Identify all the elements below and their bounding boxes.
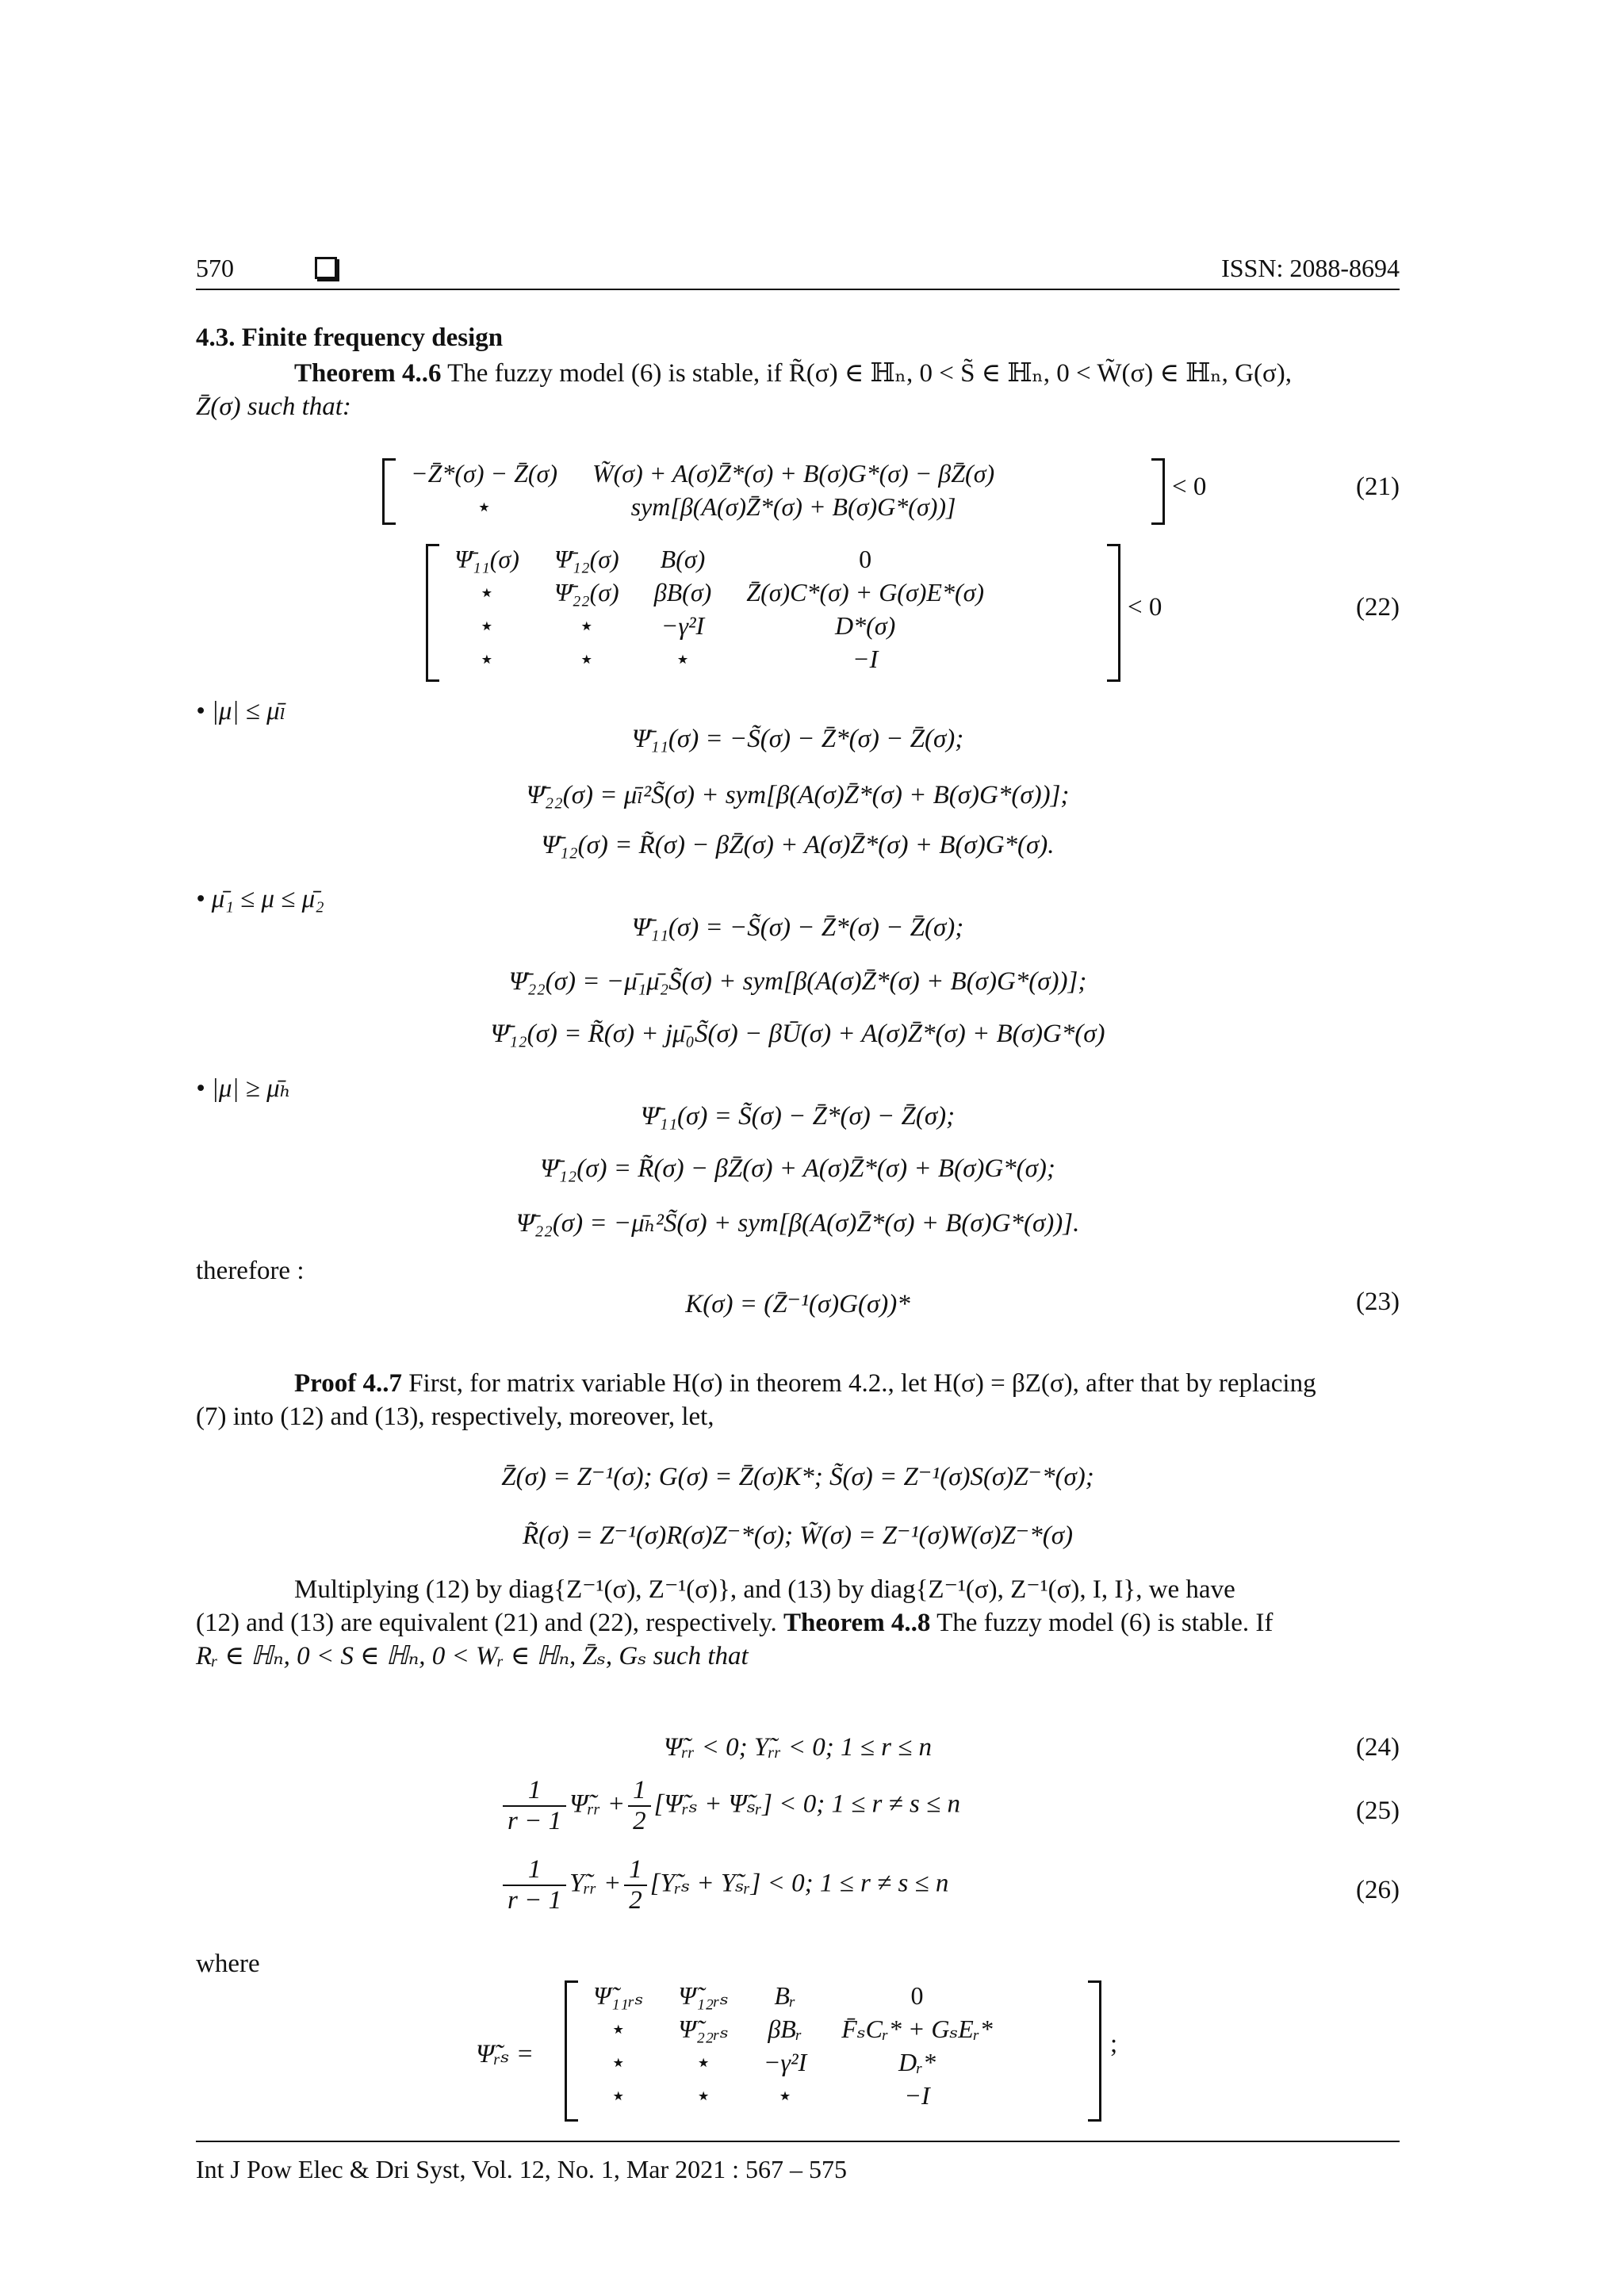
- cell: D*(σ): [835, 610, 896, 640]
- cell: βBᵣ: [768, 2014, 802, 2043]
- cell: −γ²I: [661, 610, 705, 640]
- equation-line: Ψ̄₂₂(σ) = μ̄ₗ²S̃(σ) + sym[β(A(σ)Z̄*(σ) + B(σ)G*(σ))];: [526, 781, 1070, 809]
- equation-line: Ψ̄₂₂(σ) = −μ̄ₕ²S̃(σ) + sym[β(A(σ)Z̄*(σ) + B(σ)G*(σ))].: [515, 1209, 1080, 1238]
- equation-23: K(σ) = (Z̄⁻¹(σ)G(σ))*: [685, 1290, 910, 1318]
- matrix-22: [437, 542, 1002, 675]
- numerator: 1: [624, 1855, 647, 1886]
- cell: ⋆: [610, 2048, 626, 2076]
- cell: ⋆: [695, 2048, 712, 2076]
- theorem-text: The fuzzy model (6) is stable, if R̃(σ) ∈ ℍₙ, 0 < S̃ ∈ ℍₙ, 0 < W̃(σ) ∈ ℍₙ, G(σ),: [441, 359, 1292, 388]
- equation-line: Ψ̄₁₂(σ) = R̃(σ) − βZ̄(σ) + A(σ)Z̄*(σ) + B(σ)G*(σ).: [541, 831, 1055, 859]
- proof-text: First, for matrix variable H(σ) in theorem 4.2., let H(σ) = βZ(σ), after that by replacing: [401, 1369, 1316, 1398]
- bracket-right: [1151, 458, 1165, 525]
- paragraph-multiplying: [196, 1573, 1400, 1673]
- term: [Ψ̃ᵣₛ + Ψ̃ₛᵣ] < 0; 1 ≤ r ≠ s ≤ n: [653, 1789, 960, 1819]
- psi-lhs: Ψ̃ᵣₛ =: [476, 2040, 534, 2068]
- equation-number: (24): [1356, 1733, 1400, 1762]
- page-number: 570: [196, 254, 234, 282]
- para-line-2c: The fuzzy model (6) is stable. If: [930, 1609, 1274, 1637]
- bracket-right: [1088, 1980, 1101, 2122]
- equation-line: Ψ̄₁₁(σ) = −S̃(σ) − Z̄*(σ) − Z̄(σ);: [631, 913, 964, 942]
- cell: Ψ̄₂₂(σ): [553, 577, 619, 607]
- matrix-21: [393, 457, 1012, 523]
- cell: F̄ₛCᵣ* + GₛEᵣ*: [841, 2015, 993, 2043]
- cell: βB(σ): [653, 577, 712, 607]
- cell: Ψ̃₁₂ᵣₛ: [678, 1981, 729, 2010]
- cell: Ψ̄₁₁(σ): [454, 544, 519, 573]
- cell: −γ²I: [763, 2047, 807, 2076]
- issn: ISSN: 2088-8694: [1221, 254, 1400, 282]
- cell: 0: [859, 544, 872, 573]
- equation-line: Ψ̄₁₂(σ) = R̃(σ) − βZ̄(σ) + A(σ)Z̄*(σ) + B(σ)G*(σ);: [540, 1154, 1055, 1183]
- cell: ⋆: [695, 2081, 712, 2110]
- fraction: [624, 1855, 647, 1915]
- cell: ⋆: [674, 645, 691, 673]
- section-heading: 4.3. Finite frequency design: [196, 323, 504, 352]
- fraction: [503, 1855, 566, 1915]
- denominator: r − 1: [508, 1807, 562, 1835]
- cell: Z̄(σ)C*(σ) + G(σ)E*(σ): [746, 577, 985, 607]
- term: [Υ̃ᵣₛ + Υ̃ₛᵣ] < 0; 1 ≤ r ≠ s ≤ n: [649, 1869, 949, 1898]
- term: Ψ̃ᵣᵣ +: [569, 1789, 626, 1819]
- fraction: [628, 1776, 651, 1836]
- header-rule: [196, 289, 1400, 290]
- numerator: 1: [628, 1776, 651, 1807]
- cell: ⋆: [478, 578, 495, 607]
- theorem-label: Theorem 4..8: [783, 1609, 931, 1637]
- theorem-label: Theorem 4..6: [294, 359, 442, 388]
- square-icon: [315, 257, 337, 279]
- term: Υ̃ᵣᵣ +: [569, 1869, 622, 1898]
- equation-line: Ψ̄₁₂(σ) = R̃(σ) + jμ̄₀S̃(σ) − βŪ(σ) + A(σ)Z̄*(σ) + B(σ)G*(σ): [490, 1020, 1105, 1048]
- substitution-line: Z̄(σ) = Z⁻¹(σ); G(σ) = Z̄(σ)K*; S̃(σ) = Z⁻¹(σ)S(σ)Z⁻*(σ);: [501, 1463, 1094, 1491]
- cell: 0: [910, 1980, 924, 2010]
- case-bullet: • μ̄₁ ≤ μ ≤ μ̄₂: [196, 885, 324, 913]
- para-line-1: Multiplying (12) by diag{Z⁻¹(σ), Z⁻¹(σ)}, and (13) by diag{Z⁻¹(σ), Z⁻¹(σ), I, I}, we have: [294, 1575, 1235, 1604]
- equation-line: Ψ̄₂₂(σ) = −μ̄₁μ̄₂S̃(σ) + sym[β(A(σ)Z̄*(σ) + B(σ)G*(σ))];: [508, 967, 1087, 996]
- denominator: 2: [633, 1807, 646, 1835]
- inequality-sign: < 0: [1172, 473, 1207, 501]
- cell: −I: [852, 644, 879, 673]
- cell: Ψ̃₂₂ᵣₛ: [678, 2015, 729, 2043]
- theorem-text-2: Z̄(σ) such that:: [196, 392, 351, 421]
- cell: ⋆: [478, 611, 495, 640]
- cell: ⋆: [578, 645, 595, 673]
- case-bullet: • |μ| ≤ μ̄ₗ: [196, 697, 286, 725]
- cell: Bᵣ: [774, 1980, 796, 2010]
- cell: ⋆: [610, 2015, 626, 2043]
- numerator: 1: [503, 1855, 566, 1886]
- cell: Dᵣ*: [898, 2047, 936, 2076]
- fraction: [503, 1776, 566, 1836]
- page-header: [196, 254, 1400, 285]
- substitution-line: R̃(σ) = Z⁻¹(σ)R(σ)Z⁻*(σ); W̃(σ) = Z⁻¹(σ)W(σ)Z⁻*(σ): [523, 1521, 1073, 1550]
- cell: ⋆: [578, 611, 595, 640]
- cell: Ψ̄₁₂(σ): [553, 544, 619, 573]
- matrix-psi-rs: [576, 1979, 1010, 2112]
- page-footer: Int J Pow Elec & Dri Syst, Vol. 12, No. 1, Mar 2021 : 567 – 575: [196, 2155, 848, 2183]
- equation-line: Ψ̄₁₁(σ) = S̃(σ) − Z̄*(σ) − Z̄(σ);: [640, 1102, 956, 1131]
- equation-number: (26): [1356, 1876, 1400, 1904]
- equation-line: Ψ̄₁₁(σ) = −S̃(σ) − Z̄*(σ) − Z̄(σ);: [631, 725, 964, 753]
- cell: ⋆: [777, 2081, 794, 2110]
- numerator: 1: [503, 1776, 566, 1807]
- equation-number: (22): [1356, 593, 1400, 622]
- denominator: r − 1: [508, 1886, 562, 1915]
- para-line-2a: (12) and (13) are equivalent (21) and (22), respectively.: [196, 1609, 783, 1637]
- equation-25: [500, 1776, 960, 1836]
- where-text: where: [196, 1950, 260, 1978]
- case-bullet: • |μ| ≥ μ̄ₕ: [196, 1074, 291, 1103]
- cell: W̃(σ) + A(σ)Z̄*(σ) + B(σ)G*(σ) − βZ̄(σ): [592, 458, 995, 488]
- semicolon: ;: [1110, 2030, 1118, 2058]
- cell: Ψ̃₁₁ᵣₛ: [593, 1981, 644, 2010]
- proof-label: Proof 4..7: [294, 1369, 402, 1398]
- equation-number: (23): [1356, 1288, 1400, 1316]
- proof-4-7: [196, 1367, 1400, 1433]
- bracket-right: [1107, 544, 1120, 682]
- footer-rule: [196, 2141, 1400, 2142]
- inequality-sign: < 0: [1128, 593, 1162, 622]
- therefore-text: therefore :: [196, 1257, 304, 1285]
- denominator: 2: [629, 1886, 642, 1915]
- cell: −Z̄*(σ) − Z̄(σ): [411, 458, 557, 488]
- para-line-3: Rᵣ ∈ ℍₙ, 0 < S ∈ ℍₙ, 0 < Wᵣ ∈ ℍₙ, Z̄ₛ, Gₛ such that: [196, 1642, 749, 1670]
- cell: −I: [904, 2080, 930, 2110]
- cell: B(σ): [660, 544, 706, 573]
- proof-text-2: (7) into (12) and (13), respectively, moreover, let,: [196, 1402, 714, 1431]
- equation-24: Ψ̃ᵣᵣ < 0; Υ̃ᵣᵣ < 0; 1 ≤ r ≤ n: [663, 1733, 933, 1762]
- cell: ⋆: [476, 492, 492, 521]
- cell: sym[β(A(σ)Z̄*(σ) + B(σ)G*(σ))]: [630, 492, 956, 521]
- equation-number: (25): [1356, 1797, 1400, 1825]
- cell: ⋆: [478, 645, 495, 673]
- equation-26: [500, 1855, 948, 1915]
- cell: ⋆: [610, 2081, 626, 2110]
- equation-number: (21): [1356, 473, 1400, 501]
- theorem-4-6: [196, 357, 1400, 423]
